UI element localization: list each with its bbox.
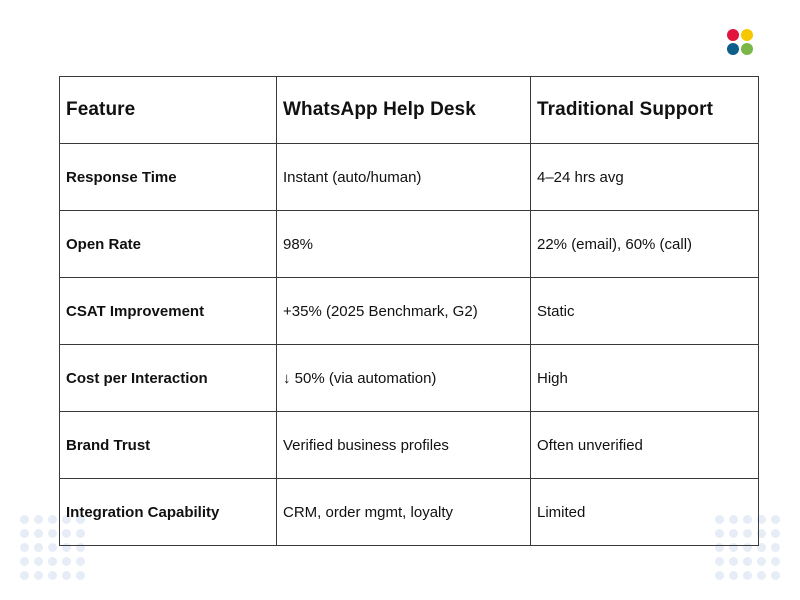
table-row xyxy=(60,345,759,412)
traditional-cell: Often unverified xyxy=(531,412,759,479)
whatsapp-cell: 98% xyxy=(277,211,531,278)
header-whatsapp-help-desk: WhatsApp Help Desk xyxy=(277,77,531,144)
whatsapp-cell: Instant (auto/human) xyxy=(277,144,531,211)
whatsapp-cell: Verified business profiles xyxy=(277,412,531,479)
traditional-cell: Limited xyxy=(531,479,759,546)
logo-dot-red xyxy=(727,29,739,41)
logo-dot-green xyxy=(741,43,753,55)
table-row xyxy=(60,211,759,278)
comparison-table xyxy=(59,76,759,546)
whatsapp-cell: CRM, order mgmt, loyalty xyxy=(277,479,531,546)
traditional-cell: Static xyxy=(531,278,759,345)
header-traditional-support: Traditional Support xyxy=(531,77,759,144)
logo-dot-blue xyxy=(727,43,739,55)
whatsapp-cell: ↓ 50% (via automation) xyxy=(277,345,531,412)
table-row xyxy=(60,278,759,345)
traditional-cell: High xyxy=(531,345,759,412)
logo-dot-yellow xyxy=(741,29,753,41)
table-row xyxy=(60,479,759,546)
header-feature: Feature xyxy=(60,77,277,144)
table-header-row xyxy=(60,77,759,144)
traditional-cell: 22% (email), 60% (call) xyxy=(531,211,759,278)
table-row xyxy=(60,144,759,211)
brand-logo-icon xyxy=(727,29,755,57)
feature-cell: Brand Trust xyxy=(60,412,277,479)
whatsapp-cell: +35% (2025 Benchmark, G2) xyxy=(277,278,531,345)
feature-cell: Response Time xyxy=(60,144,277,211)
traditional-cell: 4–24 hrs avg xyxy=(531,144,759,211)
feature-cell: Open Rate xyxy=(60,211,277,278)
feature-cell: Cost per Interaction xyxy=(60,345,277,412)
feature-cell: Integration Capability xyxy=(60,479,277,546)
feature-cell: CSAT Improvement xyxy=(60,278,277,345)
table-row xyxy=(60,412,759,479)
